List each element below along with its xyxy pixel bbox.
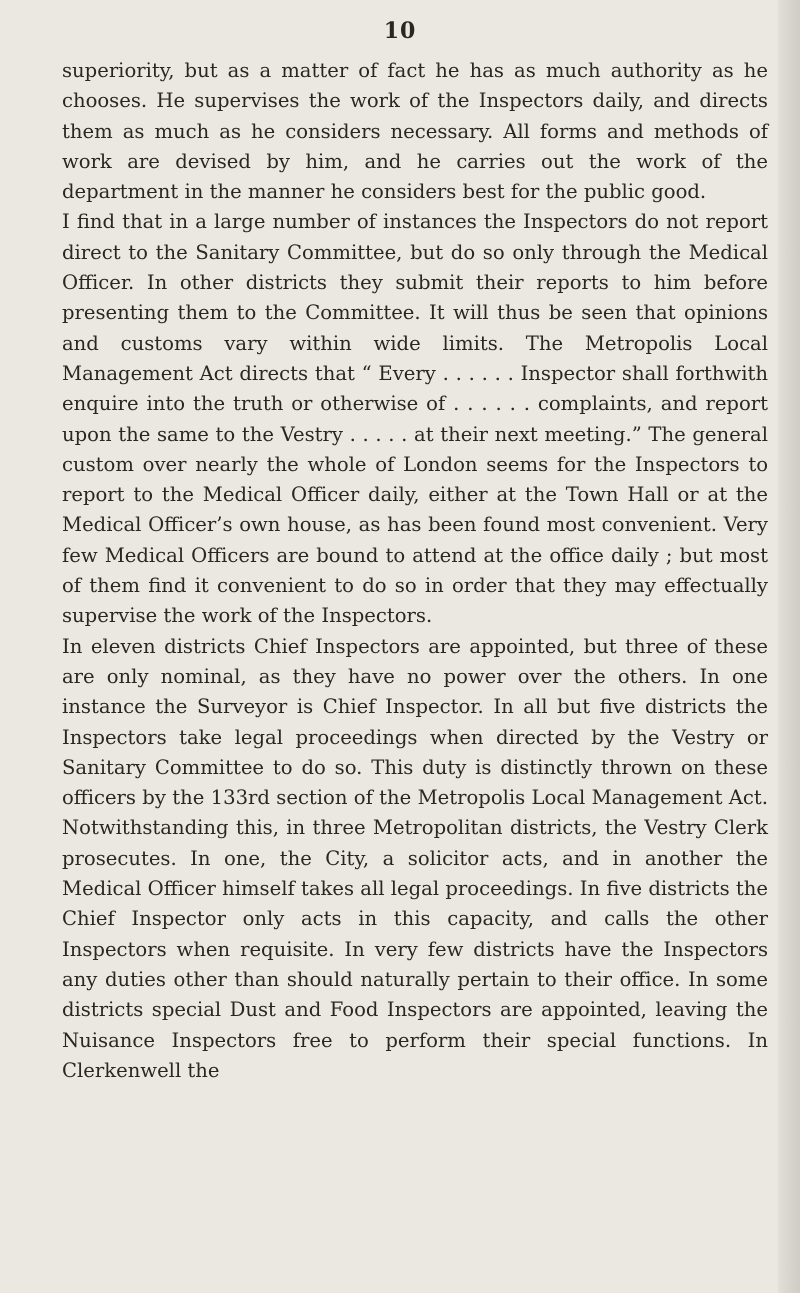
page-edge-shadow	[778, 0, 800, 1293]
paragraph-1: superiority, but as a matter of fact he has as much authority as he chooses. He supervises the work of the Inspectors daily, and directs them as much as he considers necessary. All forms and methods of work are devised by him, and he carries out the work of the department in the manner he considers best for the public good.	[62, 59, 768, 204]
page-number: 10	[383, 18, 417, 44]
body-text	[62, 56, 768, 1086]
paragraph-2: I find that in a large number of instances the Inspectors do not report direct to the Sanitary Committee, but do so only through the Medical Officer. In other districts they submit their reports to him before presenting them to the Committee. It will thus be seen that opinions and customs vary within wide limits. The Metropolis Local Management Act directs that “ Every . . . . . . Inspector shall forthwith enquire into the truth or otherwise of . . . . . . complaints, and report upon the same to the Vestry . . . . . at their next meeting.” The general custom over nearly the whole of London seems for the Inspectors to report to the Medical Officer daily, either at the Town Hall or at the Medical Officer’s own house, as has been found most convenient. Very few Medical Officers are bound to attend at the office daily ; but most of them find it convenient to do so in order that they may effectually supervise the work of the Inspectors.	[62, 210, 768, 628]
paragraph-3: In eleven districts Chief Inspectors are appointed, but three of these are only nominal, as they have no power over the others. In one instance the Surveyor is Chief Inspector. In all but five districts the Inspectors take legal proceedings when directed by the Vestry or Sanitary Committee to do so. This duty is distinctly thrown on these officers by the 133rd section of the Metropolis Local Management Act. Notwithstanding this, in three Metropolitan districts, the Vestry Clerk prosecutes. In one, the City, a solicitor acts, and in another the Medical Officer himself takes all legal proceedings. In five districts the Chief Inspector only acts in this capacity, and calls the other Inspectors when requisite. In very few districts have the Inspectors any duties other than should naturally pertain to their office. In some districts special Dust and Food Inspectors are appointed, leaving the Nuisance Inspectors free to perform their special functions. In Clerkenwell the	[62, 634, 768, 1082]
